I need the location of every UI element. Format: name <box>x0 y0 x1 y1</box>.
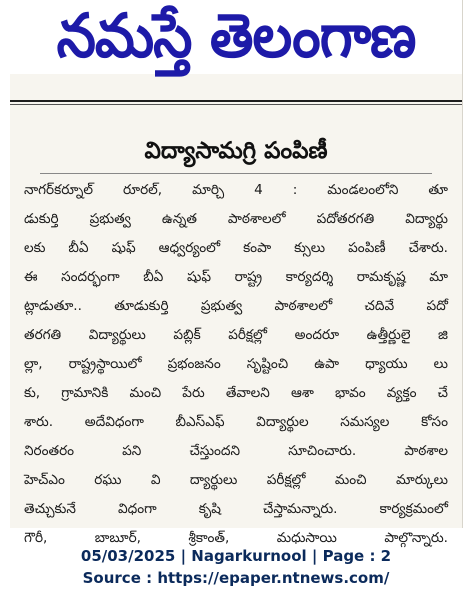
masthead-title: నమస్తే తెలంగాణ <box>56 1 416 72</box>
clipping-date-edition-page: 05/03/2025 | Nagarkurnool | Page : 2 <box>80 547 392 565</box>
article-line: కు, గ్రామానికి మంచి పేరు తేవాలని ఆశా భావం వ్యక్తం చే <box>24 385 448 401</box>
article-line: లకు బీఏ షుఫ్ ఆధ్వర్యంలో కంపా క్సులు పంపిణీ చేశారు. <box>24 240 448 256</box>
article-line: ఈ సందర్భంగా బీఏ షుఫ్ రాష్ట్ర కార్యదర్శి రామకృష్ణ మా <box>24 269 448 285</box>
article-headline: విద్యాసామగ్రి పంపిణీ <box>144 138 328 164</box>
article-body <box>24 176 448 553</box>
article-line: గౌరీ, బాబూర్, శ్రీకాంత్, మధుసాయి పాల్గొన్నారు. <box>24 530 448 546</box>
masthead-rule <box>10 100 462 102</box>
newspaper-clipping <box>10 0 463 546</box>
article-line: ట్లాడుతూ.. తూడుకుర్తి ప్రభుత్వ పాఠశాలలో చదివే పదో <box>24 298 448 314</box>
headline-rule <box>40 173 432 174</box>
article-line: నిరంతరం పని చేస్తుందని సూచించారు. పాఠశాల <box>24 443 448 459</box>
article-line: తరగతి విద్యార్థులు పబ్లిక్ పరీక్షల్లో అందరూ ఉత్తీర్ణులై జి <box>24 327 448 343</box>
article-line: తెచ్చుకునే విధంగా కృషి చేస్తామన్నారు. కార్యక్రమంలో <box>24 501 448 517</box>
masthead-rule-thin <box>10 104 462 105</box>
article-line: హెచ్‌ఎం రఘు వి ద్యార్థులు పరీక్షల్లో మంచి మార్కులు <box>24 472 448 488</box>
article-line: డుకుర్తి ప్రభుత్వ ఉన్నత పాఠశాలలో పదోతరగతి విద్యార్థు <box>24 211 448 227</box>
masthead <box>10 0 462 74</box>
clipping-source-link[interactable]: Source : https://epaper.ntnews.com/ <box>82 569 390 587</box>
article-line: నాగర్‌కర్నూల్ రూరల్, మార్చి 4 : మండలంలోని తూ <box>24 182 448 198</box>
article-line: ల్లా, రాష్ట్రస్థాయిలో ప్రభంజనం సృష్టించి ఉపా ధ్యాయు లు <box>24 356 448 372</box>
article-line: శారు. అదేవిధంగా బీఎస్‌ఎఫ్ విద్యార్థుల సమస్యల కోసం <box>24 414 448 430</box>
